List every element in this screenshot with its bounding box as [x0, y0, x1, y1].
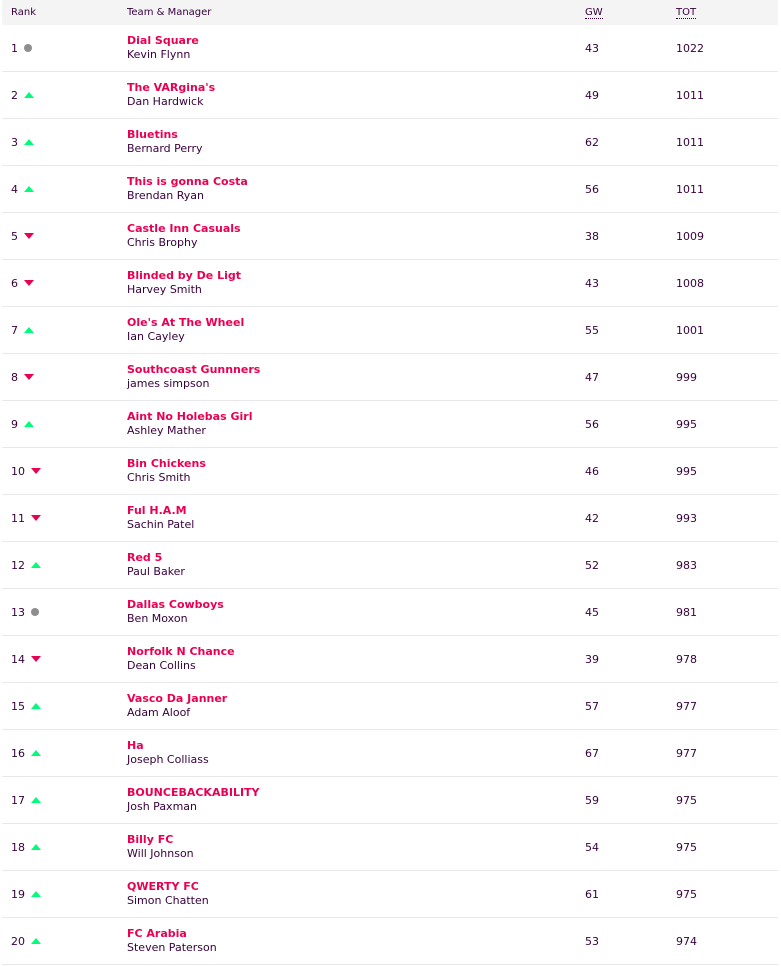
- team-name-link[interactable]: QWERTY FC: [127, 880, 199, 893]
- manager-name: Chris Smith: [127, 471, 191, 484]
- rank-value: 4: [11, 182, 18, 196]
- team-name-link[interactable]: BOUNCEBACKABILITY: [127, 786, 260, 799]
- header-tot: [676, 7, 778, 18]
- table-row: [2, 307, 778, 354]
- arrow-up-icon: [24, 421, 34, 427]
- table-row: [2, 730, 778, 777]
- manager-name: Dean Collins: [127, 659, 196, 672]
- table-header: [2, 0, 778, 25]
- total-points: 1022: [676, 41, 704, 55]
- team-manager-cell: [127, 786, 585, 814]
- team-name-link[interactable]: Southcoast Gunnners: [127, 363, 261, 376]
- gw-points: 53: [585, 934, 599, 948]
- header-rank: Rank: [11, 7, 36, 18]
- rank-cell: [2, 183, 127, 196]
- manager-name: Joseph Colliass: [127, 753, 209, 766]
- team-manager-cell: [127, 128, 585, 156]
- manager-name: Paul Baker: [127, 565, 185, 578]
- no-change-icon: [24, 44, 32, 52]
- gw-points: 59: [585, 793, 599, 807]
- rank-cell: [2, 888, 127, 901]
- gw-points: 45: [585, 605, 599, 619]
- manager-name: Will Johnson: [127, 847, 194, 860]
- rank-value: 20: [11, 934, 25, 948]
- rank-cell: [2, 230, 127, 243]
- rank-cell: [2, 136, 127, 149]
- table-row: [2, 871, 778, 918]
- arrow-down-icon: [31, 656, 41, 662]
- team-manager-cell: [127, 457, 585, 485]
- total-points: 993: [676, 511, 697, 525]
- rank-value: 1: [11, 41, 18, 55]
- table-row: [2, 448, 778, 495]
- rank-value: 2: [11, 88, 18, 102]
- team-name-link[interactable]: The VARgina's: [127, 81, 216, 94]
- rank-value: 8: [11, 370, 18, 384]
- manager-name: Steven Paterson: [127, 941, 217, 954]
- team-manager-cell: [127, 739, 585, 767]
- team-name-link[interactable]: Vasco Da Janner: [127, 692, 228, 705]
- arrow-up-icon: [24, 139, 34, 145]
- arrow-up-icon: [24, 186, 34, 192]
- gw-points: 54: [585, 840, 599, 854]
- arrow-up-icon: [31, 797, 41, 803]
- table-row: [2, 589, 778, 636]
- league-standings-table: [2, 0, 778, 965]
- team-manager-cell: [127, 34, 585, 62]
- total-points: 981: [676, 605, 697, 619]
- team-name-link[interactable]: Dallas Cowboys: [127, 598, 224, 611]
- manager-name: Harvey Smith: [127, 283, 202, 296]
- rank-value: 6: [11, 276, 18, 290]
- rank-value: 16: [11, 746, 25, 760]
- rank-cell: [2, 512, 127, 525]
- team-manager-cell: [127, 316, 585, 344]
- table-row: [2, 636, 778, 683]
- gw-points: 52: [585, 558, 599, 572]
- team-name-link[interactable]: Ole's At The Wheel: [127, 316, 245, 329]
- rank-value: 5: [11, 229, 18, 243]
- table-row: [2, 213, 778, 260]
- rank-value: 15: [11, 699, 25, 713]
- manager-name: Ben Moxon: [127, 612, 188, 625]
- rank-cell: [2, 794, 127, 807]
- manager-name: Chris Brophy: [127, 236, 198, 249]
- team-name-link[interactable]: This is gonna Costa: [127, 175, 248, 188]
- table-row: [2, 683, 778, 730]
- rank-cell: [2, 277, 127, 290]
- gw-points: 56: [585, 417, 599, 431]
- manager-name: Kevin Flynn: [127, 48, 191, 61]
- team-name-link[interactable]: Bluetins: [127, 128, 178, 141]
- arrow-up-icon: [31, 703, 41, 709]
- manager-name: Ian Cayley: [127, 330, 185, 343]
- team-name-link[interactable]: Ful H.A.M: [127, 504, 187, 517]
- team-manager-cell: [127, 222, 585, 250]
- arrow-up-icon: [31, 844, 41, 850]
- rank-value: 13: [11, 605, 25, 619]
- team-name-link[interactable]: Bin Chickens: [127, 457, 206, 470]
- header-gw-label: GW: [585, 7, 603, 18]
- rank-cell: [2, 653, 127, 666]
- manager-name: Sachin Patel: [127, 518, 195, 531]
- rank-value: 19: [11, 887, 25, 901]
- table-row: [2, 354, 778, 401]
- team-manager-cell: [127, 175, 585, 203]
- total-points: 1011: [676, 135, 704, 149]
- rank-value: 7: [11, 323, 18, 337]
- gw-points: 67: [585, 746, 599, 760]
- manager-name: Bernard Perry: [127, 142, 203, 155]
- gw-points: 47: [585, 370, 599, 384]
- team-name-link[interactable]: Norfolk N Chance: [127, 645, 235, 658]
- arrow-down-icon: [31, 468, 41, 474]
- table-row: [2, 72, 778, 119]
- rank-value: 11: [11, 511, 25, 525]
- team-manager-cell: [127, 645, 585, 673]
- team-manager-cell: [127, 410, 585, 438]
- team-name-link[interactable]: Ha: [127, 739, 144, 752]
- team-manager-cell: [127, 551, 585, 579]
- manager-name: Adam Aloof: [127, 706, 191, 719]
- rank-cell: [2, 935, 127, 948]
- gw-points: 46: [585, 464, 599, 478]
- total-points: 1011: [676, 182, 704, 196]
- gw-points: 49: [585, 88, 599, 102]
- gw-points: 43: [585, 41, 599, 55]
- no-change-icon: [31, 608, 39, 616]
- gw-points: 43: [585, 276, 599, 290]
- arrow-up-icon: [31, 562, 41, 568]
- table-row: [2, 119, 778, 166]
- gw-points: 42: [585, 511, 599, 525]
- rank-cell: [2, 700, 127, 713]
- rank-cell: [2, 418, 127, 431]
- total-points: 995: [676, 464, 697, 478]
- total-points: 977: [676, 746, 697, 760]
- arrow-up-icon: [24, 327, 34, 333]
- team-manager-cell: [127, 269, 585, 297]
- team-name-link[interactable]: Castle Inn Casuals: [127, 222, 241, 235]
- total-points: 974: [676, 934, 697, 948]
- team-manager-cell: [127, 363, 585, 391]
- team-manager-cell: [127, 598, 585, 626]
- rank-value: 14: [11, 652, 25, 666]
- arrow-down-icon: [24, 374, 34, 380]
- total-points: 977: [676, 699, 697, 713]
- total-points: 975: [676, 840, 697, 854]
- team-manager-cell: [127, 81, 585, 109]
- gw-points: 55: [585, 323, 599, 337]
- total-points: 999: [676, 370, 697, 384]
- team-name-link[interactable]: Red 5: [127, 551, 163, 564]
- table-row: [2, 824, 778, 871]
- table-row: [2, 25, 778, 72]
- total-points: 1009: [676, 229, 704, 243]
- team-manager-cell: [127, 504, 585, 532]
- rank-cell: [2, 371, 127, 384]
- arrow-down-icon: [31, 515, 41, 521]
- team-name-link[interactable]: FC Arabia: [127, 927, 187, 940]
- total-points: 975: [676, 887, 697, 901]
- arrow-up-icon: [24, 92, 34, 98]
- table-row: [2, 495, 778, 542]
- manager-name: Ashley Mather: [127, 424, 206, 437]
- rank-value: 17: [11, 793, 25, 807]
- rank-value: 12: [11, 558, 25, 572]
- gw-points: 39: [585, 652, 599, 666]
- total-points: 1008: [676, 276, 704, 290]
- team-name-link[interactable]: Blinded by De Ligt: [127, 269, 242, 282]
- table-body: [2, 25, 778, 965]
- manager-name: Brendan Ryan: [127, 189, 205, 202]
- rank-value: 10: [11, 464, 25, 478]
- rank-cell: [2, 606, 127, 619]
- total-points: 1011: [676, 88, 704, 102]
- manager-name: Dan Hardwick: [127, 95, 204, 108]
- team-name-link[interactable]: Billy FC: [127, 833, 174, 846]
- manager-name: james simpson: [127, 377, 210, 390]
- rank-value: 18: [11, 840, 25, 854]
- arrow-down-icon: [24, 280, 34, 286]
- header-tot-label: TOT: [676, 7, 697, 18]
- table-row: [2, 260, 778, 307]
- table-row: [2, 401, 778, 448]
- total-points: 995: [676, 417, 697, 431]
- team-manager-cell: [127, 927, 585, 955]
- total-points: 978: [676, 652, 697, 666]
- gw-points: 38: [585, 229, 599, 243]
- rank-cell: [2, 841, 127, 854]
- table-row: [2, 166, 778, 213]
- team-manager-cell: [127, 833, 585, 861]
- gw-points: 61: [585, 887, 599, 901]
- team-manager-cell: [127, 880, 585, 908]
- rank-cell: [2, 42, 127, 55]
- arrow-up-icon: [31, 938, 41, 944]
- team-name-link[interactable]: Aint No Holebas Girl: [127, 410, 253, 423]
- total-points: 983: [676, 558, 697, 572]
- team-manager-cell: [127, 692, 585, 720]
- arrow-down-icon: [24, 233, 34, 239]
- gw-points: 62: [585, 135, 599, 149]
- rank-cell: [2, 89, 127, 102]
- total-points: 975: [676, 793, 697, 807]
- arrow-up-icon: [31, 750, 41, 756]
- rank-cell: [2, 747, 127, 760]
- rank-value: 3: [11, 135, 18, 149]
- rank-cell: [2, 559, 127, 572]
- gw-points: 57: [585, 699, 599, 713]
- gw-points: 56: [585, 182, 599, 196]
- rank-cell: [2, 465, 127, 478]
- rank-cell: [2, 324, 127, 337]
- table-row: [2, 777, 778, 824]
- header-gw: [585, 7, 676, 18]
- table-row: [2, 542, 778, 589]
- table-row: [2, 918, 778, 965]
- manager-name: Simon Chatten: [127, 894, 209, 907]
- rank-value: 9: [11, 417, 18, 431]
- manager-name: Josh Paxman: [127, 800, 197, 813]
- total-points: 1001: [676, 323, 704, 337]
- team-name-link[interactable]: Dial Square: [127, 34, 199, 47]
- header-team-manager: Team & Manager: [127, 7, 212, 18]
- arrow-up-icon: [31, 891, 41, 897]
